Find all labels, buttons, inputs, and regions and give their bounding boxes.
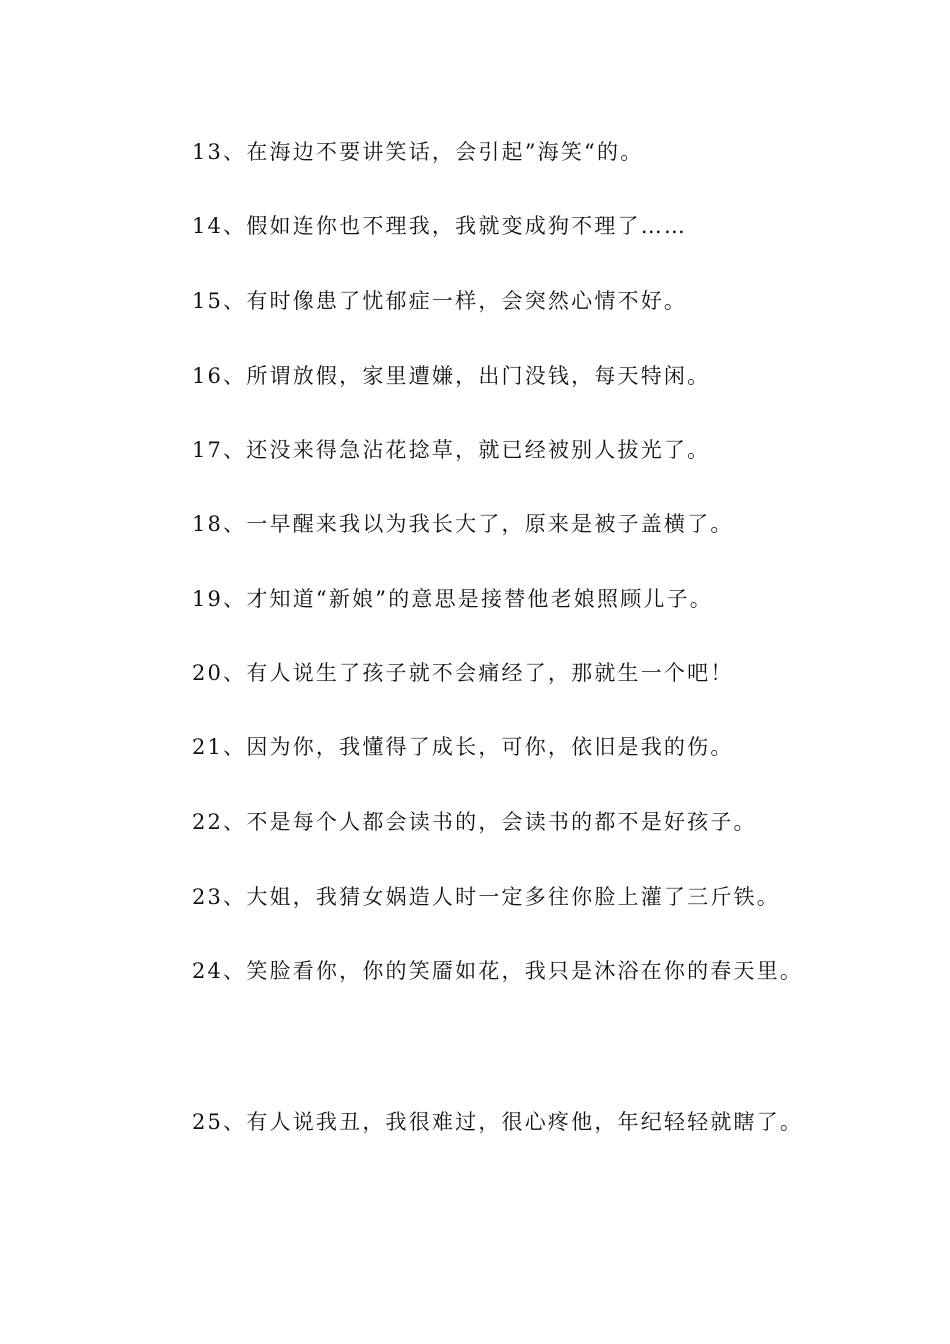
text-line: 21、因为你，我懂得了成长，可你，依旧是我的伤。 — [192, 735, 734, 759]
text-line: 15、有时像患了忧郁症一样，会突然心情不好。 — [192, 289, 688, 313]
text-line: 25、有人说我丑，我很难过，很心疼他，年纪轻轻就瞎了。 — [192, 1110, 804, 1134]
text-line: 18、一早醒来我以为我长大了，原来是被子盖横了。 — [192, 512, 734, 536]
text-line: 19、才知道“新娘”的意思是接替他老娘照顾儿子。 — [192, 587, 713, 611]
text-line: 23、大姐，我猜女娲造人时一定多往你脸上灌了三斤铁。 — [192, 885, 780, 909]
text-line: 16、所谓放假，家里遭嫌，出门没钱，每天特闲。 — [192, 364, 711, 388]
text-line: 20、有人说生了孩子就不会痛经了，那就生一个吧！ — [192, 661, 734, 685]
text-line: 17、还没来得急沾花捻草，就已经被别人拔光了。 — [192, 438, 711, 462]
text-line: 24、笑脸看你，你的笑靥如花，我只是沐浴在你的春天里。 — [192, 959, 804, 983]
text-line: 14、假如连你也不理我，我就变成狗不理了…… — [192, 214, 688, 238]
text-line: 13、在海边不要讲笑话，会引起”海笑“的。 — [192, 140, 644, 164]
text-line: 22、不是每个人都会读书的，会读书的都不是好孩子。 — [192, 810, 757, 834]
